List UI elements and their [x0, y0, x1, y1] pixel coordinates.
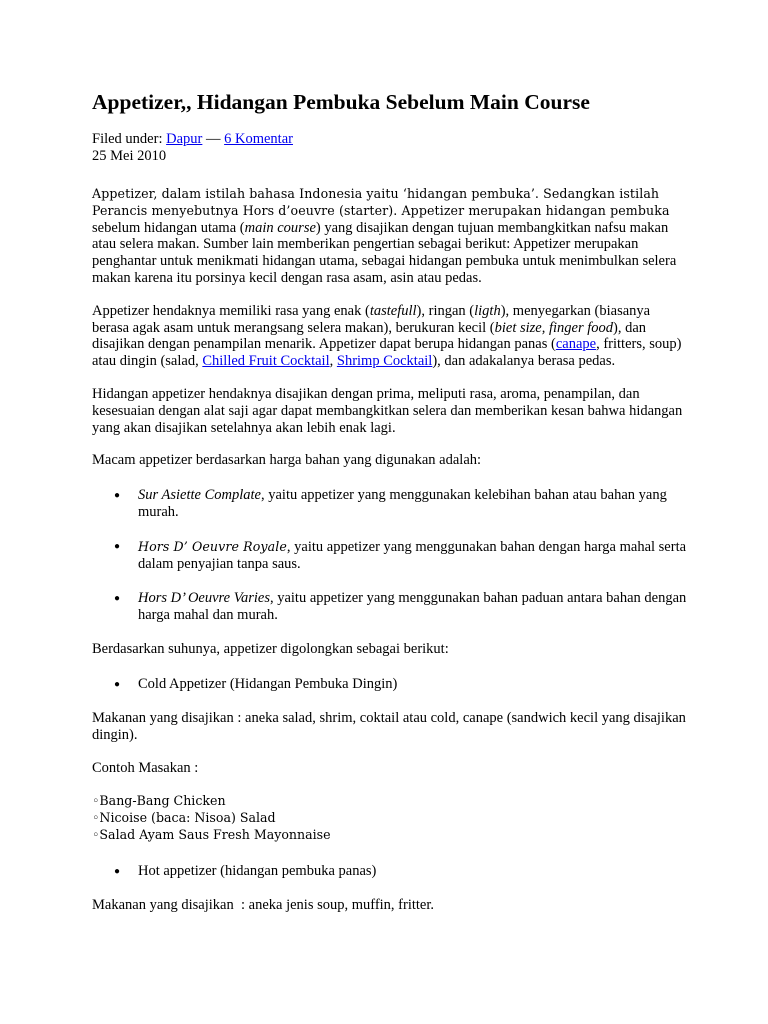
list-item-text: Hot appetizer (hidangan pembuka panas) — [138, 862, 377, 879]
bullet-icon: ● — [114, 593, 121, 605]
list-item — [92, 538, 692, 573]
paragraph-characteristics — [92, 303, 687, 370]
price-list — [92, 487, 692, 624]
paragraph-price-intro: Macam appetizer berdasarkan harga bahan yang digunakan adalah: — [92, 452, 482, 469]
paragraph-intro — [92, 186, 687, 287]
examples-list — [92, 793, 768, 843]
bullet-icon: ● — [114, 490, 121, 502]
em-biet-size: biet size, finger food — [494, 319, 614, 336]
paragraph-hot-foods: Makanan yang disajikan : aneka jenis soup, muffin, fritter. — [92, 896, 435, 913]
meta-separator: — — [202, 131, 225, 147]
text-run: , — [329, 353, 337, 370]
text-run: ), dan adakalanya berasa pedas. — [432, 353, 616, 370]
post-meta — [92, 131, 768, 165]
canape-link[interactable]: canape — [555, 336, 597, 353]
example-item: ◦Bang-Bang Chicken — [92, 793, 226, 809]
paragraph-cold-foods: Makanan yang disajikan : aneka salad, shrim, coktail atau cold, canape (sandwich kecil yang disajikan dingin). — [92, 709, 686, 743]
example-item: ◦Nicoise (baca: Nisoa) Salad — [92, 810, 276, 826]
bullet-icon: ● — [114, 541, 121, 553]
list-item-term: Hors D’ Oeuvre Varies — [138, 590, 270, 607]
intro-line-1: Appetizer, dalam istilah bahasa Indonesia yaitu ‘hidangan pembuka’. Sedangkan istilah — [92, 186, 660, 201]
em-ligth: ligth — [474, 302, 501, 319]
list-item — [92, 590, 692, 624]
text-run: Appetizer hendaknya memiliki rasa yang enak ( — [92, 302, 370, 319]
list-item-text: , yaitu appetizer yang menggunakan bahan dengan harga mahal serta dalam penyajian tanpa saus. — [138, 539, 687, 573]
list-item — [92, 863, 692, 880]
paragraph-temperature-intro: Berdasarkan suhunya, appetizer digolongkan sebagai berikut: — [92, 641, 449, 658]
intro-rest: makan atau selera makan. Sumber lain memberikan pengertian sebagai berikut: Appetizer merupakan penghantar untuk menikmati hidangan utama, sebagai hidangan pembuka untuk menimbulkan selera makan karena itu porsinya kecil dengan rasa asam, asin atau pedas. — [92, 219, 677, 286]
paragraph-examples-heading: Contoh Masakan : — [92, 759, 199, 776]
list-item-term: Hors D’ Oeuvre Royale — [138, 539, 287, 555]
category-link[interactable]: Dapur — [166, 131, 203, 147]
intro-line-2: Perancis menyebutnya Hors d’oeuvre (starter). Appetizer merupakan hidangan pembuka — [92, 202, 670, 218]
intro-line-3a: sebelum hidangan utama ( — [92, 219, 245, 236]
text-run: ), menyegarkan (biasanya berasa agak asam untuk merangsang selera makan), berukuran kecil ( — [92, 302, 651, 336]
list-item-text: , yaitu appetizer yang menggunakan kelebihan bahan atau bahan yang murah. — [138, 487, 667, 521]
intro-em-main-course: main course — [244, 219, 316, 236]
example-item: ◦Salad Ayam Saus Fresh Mayonnaise — [92, 826, 331, 842]
list-item-text: Cold Appetizer (Hidangan Pembuka Dingin) — [138, 675, 398, 692]
bullet-icon: ● — [114, 865, 121, 877]
bullet-icon: ● — [114, 678, 121, 690]
page-title: Appetizer,, Hidangan Pembuka Sebelum Main Course — [92, 90, 590, 114]
hot-list — [92, 863, 692, 880]
text-run: ), ringan ( — [416, 302, 475, 319]
cold-list — [92, 676, 692, 693]
chilled-fruit-cocktail-link[interactable]: Chilled Fruit Cocktail — [202, 353, 330, 370]
list-item-term: Sur Asiette Complate — [138, 487, 261, 504]
list-item — [92, 676, 692, 693]
text-run: , fritters, soup) atau dingin (salad, — [92, 336, 682, 370]
text-run: ), dan disajikan dengan penampilan menarik. Appetizer dapat berupa hidangan panas ( — [92, 319, 647, 353]
post-date: 25 Mei 2010 — [92, 148, 167, 164]
comments-link[interactable]: 6 Komentar — [224, 131, 293, 147]
list-item-text: , yaitu appetizer yang menggunakan bahan paduan antara bahan dengan harga mahal dan murah. — [138, 590, 687, 624]
intro-line-3b: ) yang disajikan dengan tujuan membangkitkan nafsu — [315, 219, 626, 236]
paragraph-presentation: Hidangan appetizer hendaknya disajikan dengan prima, meliputi rasa, aroma, penampilan, dan kesesuaian dengan alat saji agar dapat membangkitkan selera dan memberikan kesan bahwa hidangan yang akan disajikan setelahnya akan lebih enak lagi. — [92, 385, 683, 436]
shrimp-cocktail-link[interactable]: Shrimp Cocktail — [336, 353, 433, 370]
filed-under-label: Filed under: — [92, 131, 167, 147]
em-tastefull: tastefull — [369, 302, 417, 319]
list-item — [92, 487, 692, 521]
